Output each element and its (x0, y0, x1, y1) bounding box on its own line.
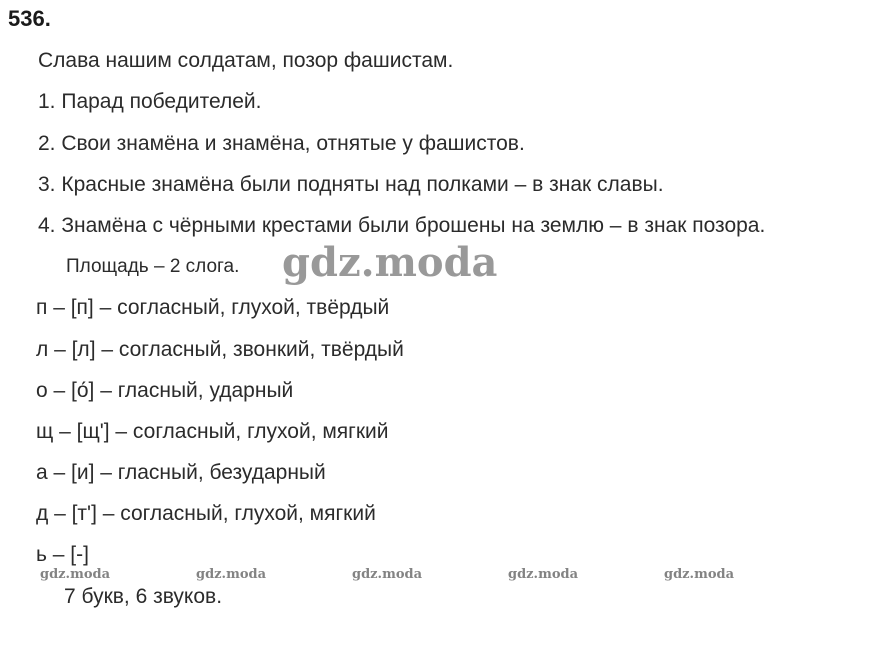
phonetic-row: л – [л] – согласный, звонкий, твёрдый (36, 338, 404, 361)
list-item: 1. Парад победителей. (38, 90, 262, 113)
list-item: 2. Свои знамёна и знамёна, отнятые у фашистов. (38, 132, 525, 155)
watermark-small: gdz.moda (40, 567, 111, 582)
watermark-small: gdz.moda (352, 567, 423, 582)
list-item: 4. Знамёна с чёрными крестами были брошены на землю – в знак позора. (38, 214, 766, 237)
exercise-title: Слава нашим солдатам, позор фашистам. (38, 49, 454, 72)
exercise-number: 536. (8, 6, 51, 31)
word-syllable-note: Площадь – 2 слога. (66, 256, 240, 277)
summary-text: 7 букв, 6 звуков. (64, 585, 223, 608)
phonetic-row: ь – [-] (36, 543, 89, 566)
phonetic-row: щ – [щ'] – согласный, глухой, мягкий (36, 420, 389, 443)
watermark-small: gdz.moda (508, 567, 579, 582)
watermark-logo: gdz.moda (282, 239, 498, 286)
phonetic-row: о – [о́] – гласный, ударный (36, 379, 294, 402)
phonetic-row: а – [и] – гласный, безударный (36, 461, 326, 484)
phonetic-row: д – [т'] – согласный, глухой, мягкий (36, 502, 376, 525)
watermark-small: gdz.moda (664, 567, 735, 582)
phonetic-row: п – [п] – согласный, глухой, твёрдый (36, 296, 390, 319)
watermark-small: gdz.moda (196, 567, 267, 582)
list-item: 3. Красные знамёна были подняты над полками – в знак славы. (38, 173, 664, 196)
